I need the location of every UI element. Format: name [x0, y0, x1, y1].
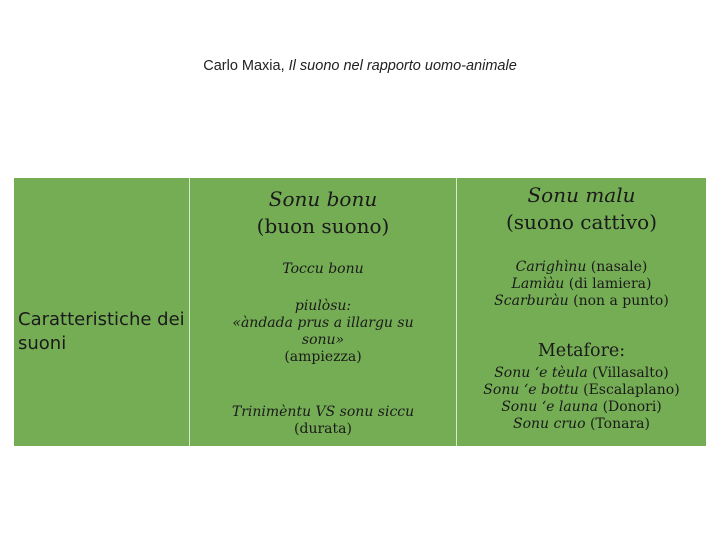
author-name: Carlo Maxia, — [203, 58, 285, 74]
metafore-list — [457, 365, 706, 433]
piulosu-gloss: (ampiezza) — [284, 349, 362, 365]
metafore-label: Metafore: — [537, 341, 626, 361]
piulosu-term: piulòsu: — [294, 298, 352, 314]
col-malu-subtitle: (suono cattivo) — [505, 210, 657, 234]
malu-term-item: Carighìnu (nasale) — [515, 259, 648, 275]
malu-term-item: Scarburàu (non a punto) — [494, 293, 669, 309]
metafora-item: Sonu ‘e launa (Donori) — [501, 399, 662, 415]
col-malu-header — [457, 182, 706, 236]
col-bonu-subtitle: (buon suono) — [256, 214, 390, 238]
toccu-bonu-term: Toccu bonu — [282, 261, 364, 277]
trinimentu-gloss: (durata) — [294, 421, 352, 437]
metafora-item: Sonu ‘e tèula (Villasalto) — [494, 365, 669, 381]
trinimentu-term: Trinimèntu VS sonu siccu — [231, 404, 415, 420]
col-bonu-header — [190, 186, 456, 240]
row-label: Caratteristiche dei suoni — [18, 309, 185, 354]
malu-term-item: Lamìàu (di lamiera) — [511, 276, 652, 292]
toccu-bonu — [190, 261, 456, 278]
col-malu-title: Sonu malu — [527, 183, 636, 207]
piulosu-phrase: «àndada prus a illargu su sonu» — [232, 315, 414, 348]
trinimentu-block — [190, 404, 456, 438]
malu-terms-list — [457, 259, 706, 310]
presentation-title: Il suono nel rapporto uomo-animale — [288, 58, 517, 74]
metafora-item: Sonu ‘e bottu (Escalaplano) — [483, 382, 680, 398]
sound-characteristics-table — [14, 178, 706, 446]
piulosu-block — [190, 298, 456, 366]
metafora-item: Sonu cruo (Tonara) — [513, 416, 650, 432]
slide-header — [0, 58, 720, 74]
col-bonu-title: Sonu bonu — [268, 187, 378, 211]
